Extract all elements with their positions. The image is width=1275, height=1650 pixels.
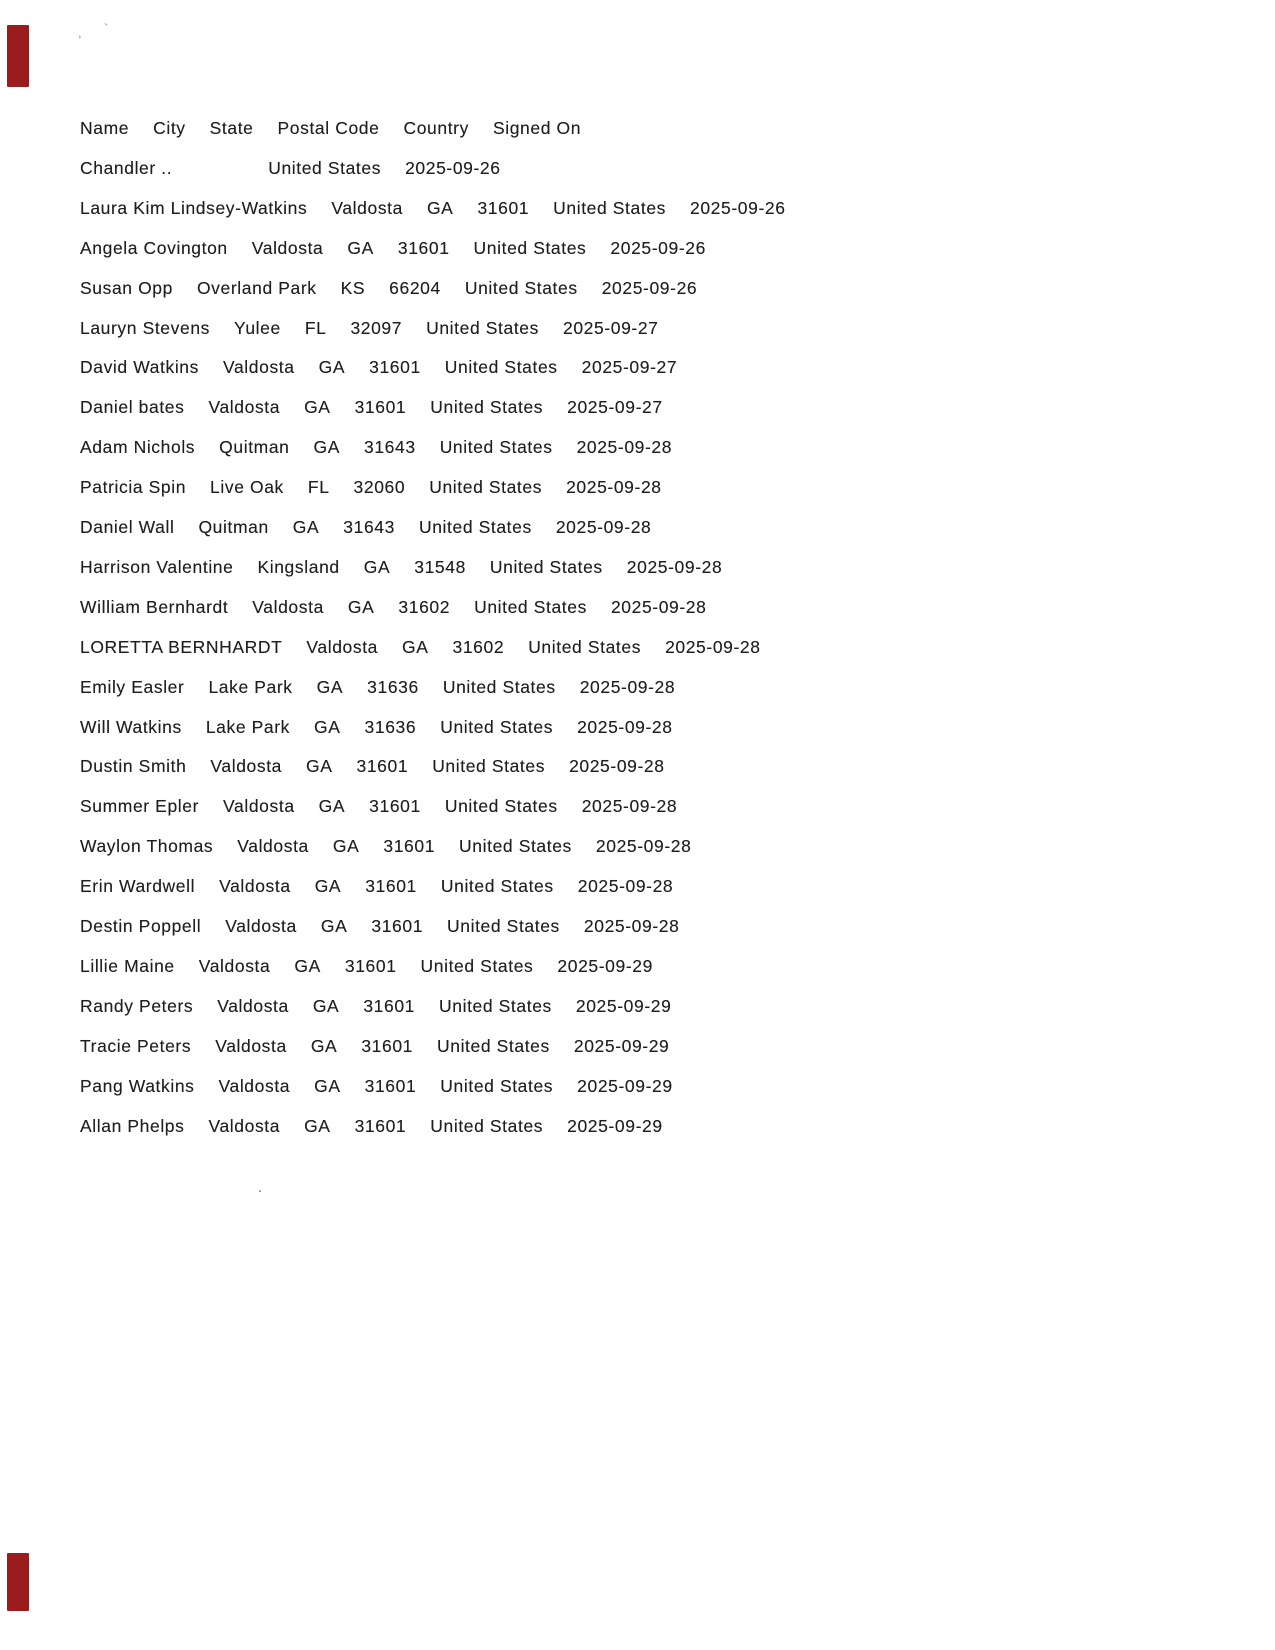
cell-name: Emily Easler (80, 676, 185, 697)
cell-name: Patricia Spin (80, 477, 187, 498)
red-ink-mark-bottom (7, 1553, 29, 1611)
cell-signed-on: 2025-09-27 (562, 317, 659, 338)
cell-postal: 31601 (356, 756, 409, 777)
cell-signed-on: 2025-09-27 (567, 397, 663, 418)
cell-country: United States (553, 197, 667, 218)
cell-state: GA (313, 437, 341, 458)
cell-signed-on: 2025-09-28 (566, 477, 662, 498)
cell-signed-on: 2025-09-29 (575, 995, 672, 1016)
cell-state: GA (314, 716, 341, 737)
cell-postal: 31643 (364, 437, 416, 458)
cell-city: Valdosta (225, 916, 297, 936)
cell-country: United States (447, 916, 560, 936)
cell-state: GA (304, 1115, 331, 1136)
cell-state: FL (304, 317, 327, 338)
cell-city: Valdosta (306, 636, 379, 657)
cell-country: United States (440, 716, 554, 737)
table-row (80, 717, 673, 737)
cell-postal: 31601 (369, 796, 421, 817)
table-row (80, 1076, 673, 1096)
cell-signed-on: 2025-09-26 (405, 157, 501, 178)
cell-signed-on: 2025-09-29 (577, 1075, 673, 1096)
table-row (80, 796, 677, 816)
cell-country: United States (489, 556, 603, 577)
cell-signed-on: 2025-09-27 (581, 357, 678, 378)
table-row (80, 956, 653, 976)
column-header-signed-on: Signed On (492, 118, 582, 138)
cell-signed-on: 2025-09-28 (626, 556, 723, 577)
cell-city: Valdosta (251, 237, 324, 258)
cell-country: United States (268, 157, 382, 178)
cell-name: Dustin Smith (80, 756, 187, 777)
cell-country: United States (473, 237, 587, 258)
cell-signed-on: 2025-09-28 (577, 876, 674, 897)
cell-signed-on: 2025-09-28 (577, 716, 673, 737)
table-row (80, 756, 665, 776)
cell-country: United States (474, 596, 587, 617)
cell-signed-on: 2025-09-28 (665, 636, 761, 657)
cell-name: Daniel bates (80, 397, 185, 418)
table-row (80, 996, 671, 1016)
cell-name: Chandler .. (80, 157, 173, 178)
cell-country: United States (444, 357, 558, 378)
cell-state: GA (426, 197, 454, 218)
cell-city: Quitman (219, 437, 290, 458)
column-header-state: State (209, 118, 254, 138)
cell-state: GA (294, 955, 321, 976)
cell-postal: 31601 (364, 1075, 417, 1096)
cell-state: GA (314, 1075, 341, 1096)
cell-city: Valdosta (218, 1075, 291, 1096)
cell-postal: 66204 (389, 277, 441, 298)
cell-city: Valdosta (223, 796, 295, 817)
cell-postal: 31601 (365, 876, 417, 897)
cell-name: Susan Opp (80, 277, 173, 298)
cell-name: Adam Nichols (80, 437, 196, 458)
cell-country: United States (440, 876, 554, 897)
cell-signed-on: 2025-09-28 (583, 916, 680, 936)
cell-state: GA (310, 1035, 338, 1056)
table-row (80, 597, 706, 617)
cell-city: Valdosta (215, 1035, 287, 1056)
stray-dot-mark: . (258, 1179, 263, 1196)
cell-name: Tracie Peters (80, 1035, 192, 1056)
cell-postal: 31601 (477, 197, 530, 218)
cell-signed-on: 2025-09-29 (567, 1115, 663, 1136)
table-row (80, 637, 761, 657)
cell-name: William Bernhardt (80, 596, 229, 617)
cell-name: Will Watkins (80, 716, 182, 737)
cell-name: Harrison Valentine (80, 556, 234, 577)
cell-city: Valdosta (208, 1115, 281, 1136)
cell-country: United States (432, 756, 546, 777)
cell-city: Valdosta (210, 756, 283, 777)
cell-name: Pang Watkins (80, 1075, 195, 1096)
cell-country: United States (440, 1075, 554, 1096)
table-row (80, 238, 706, 258)
cell-state: GA (312, 995, 340, 1016)
cell-country: United States (442, 676, 556, 697)
cell-state: GA (314, 876, 342, 897)
cell-city: Valdosta (252, 596, 324, 617)
column-header-city: City (153, 118, 186, 138)
cell-state: GA (402, 636, 429, 657)
cell-city: Live Oak (210, 477, 284, 498)
table-row (80, 876, 673, 896)
cell-signed-on: 2025-09-28 (569, 756, 665, 777)
table-row (80, 836, 691, 856)
table-row (80, 1036, 669, 1056)
table-header-row (80, 118, 581, 138)
cell-name: Laura Kim Lindsey-Watkins (80, 197, 308, 218)
cell-signed-on: 2025-09-28 (579, 676, 676, 697)
cell-city: Valdosta (331, 197, 403, 218)
table-row (80, 517, 651, 537)
cell-country: United States (444, 796, 558, 817)
cell-name: Angela Covington (80, 237, 228, 258)
scan-smudge: ` (104, 21, 109, 36)
cell-name: Summer Epler (80, 796, 200, 817)
cell-postal: 31601 (397, 237, 450, 258)
cell-postal: 31636 (367, 676, 419, 697)
cell-postal: 32060 (353, 477, 406, 498)
cell-name: Daniel Wall (80, 517, 175, 537)
cell-postal: 31601 (344, 955, 397, 976)
cell-postal: 31601 (361, 1035, 413, 1056)
cell-city: Valdosta (208, 397, 281, 418)
cell-state: FL (307, 477, 330, 498)
cell-postal: 31601 (363, 995, 416, 1016)
cell-name: Randy Peters (80, 995, 194, 1016)
cell-country: United States (459, 836, 572, 857)
cell-state: GA (347, 237, 374, 258)
cell-signed-on: 2025-09-26 (601, 277, 698, 298)
table-row (80, 1116, 663, 1136)
scan-smudge: , (78, 25, 82, 40)
cell-country: United States (439, 437, 553, 458)
cell-city: Yulee (234, 317, 281, 338)
cell-postal: 31602 (398, 596, 451, 617)
cell-state: KS (340, 277, 366, 298)
column-header-postal-code: Postal Code (277, 118, 380, 138)
cell-city: Valdosta (198, 955, 271, 976)
cell-city: Lake Park (208, 676, 293, 697)
cell-country: United States (418, 517, 532, 537)
cell-name: Waylon Thomas (80, 836, 214, 857)
cell-city: Kingsland (257, 556, 340, 577)
cell-postal: 31601 (354, 397, 407, 418)
cell-city: Quitman (198, 517, 269, 537)
cell-state: GA (304, 397, 331, 418)
cell-postal: 31548 (414, 556, 466, 577)
cell-country: United States (439, 995, 552, 1016)
cell-country: United States (426, 317, 539, 338)
cell-name: Lauryn Stevens (80, 317, 211, 338)
table-row (80, 318, 659, 338)
cell-postal: 31601 (371, 916, 424, 936)
cell-postal: 31601 (354, 1115, 407, 1136)
column-header-name: Name (80, 118, 130, 138)
cell-state: GA (318, 357, 346, 378)
table-row (80, 278, 697, 298)
cell-city: Valdosta (223, 357, 295, 378)
cell-signed-on: 2025-09-26 (690, 197, 786, 218)
cell-city: Valdosta (219, 876, 291, 897)
cell-state: GA (363, 556, 391, 577)
cell-name: David Watkins (80, 357, 199, 378)
cell-state: GA (316, 676, 344, 697)
cell-signed-on: 2025-09-28 (576, 437, 673, 458)
cell-signed-on: 2025-09-28 (581, 796, 678, 817)
table-row (80, 397, 663, 417)
table-row (80, 357, 677, 377)
cell-postal: 32097 (350, 317, 403, 338)
red-ink-mark-top (7, 25, 29, 87)
cell-country: United States (420, 955, 534, 976)
cell-state: GA (292, 517, 320, 537)
cell-country: United States (429, 477, 543, 498)
table-row (80, 158, 501, 178)
table-row (80, 437, 672, 457)
table-row (80, 557, 722, 577)
table-row (80, 677, 675, 697)
cell-postal: 31601 (383, 836, 436, 857)
cell-postal: 31636 (364, 716, 417, 737)
cell-signed-on: 2025-09-28 (610, 596, 707, 617)
cell-name: Erin Wardwell (80, 876, 196, 897)
cell-signed-on: 2025-09-28 (555, 517, 652, 537)
column-header-country: Country (403, 118, 469, 138)
table-row (80, 916, 679, 936)
cell-country: United States (464, 277, 578, 298)
cell-signed-on: 2025-09-28 (595, 836, 692, 857)
cell-state: GA (306, 756, 333, 777)
cell-postal: 31601 (369, 357, 421, 378)
cell-city: Lake Park (205, 716, 291, 737)
cell-country: United States (437, 1035, 550, 1056)
cell-city: Valdosta (217, 995, 289, 1016)
cell-state: GA (332, 836, 360, 857)
cell-signed-on: 2025-09-29 (557, 955, 653, 976)
cell-country: United States (430, 397, 544, 418)
cell-signed-on: 2025-09-26 (610, 237, 706, 258)
cell-city: Valdosta (237, 836, 309, 857)
cell-country: United States (430, 1115, 544, 1136)
cell-name: LORETTA BERNHARDT (80, 636, 283, 657)
cell-postal: 31643 (343, 517, 395, 537)
cell-city: Overland Park (196, 277, 317, 298)
cell-signed-on: 2025-09-29 (573, 1035, 670, 1056)
cell-name: Allan Phelps (80, 1115, 185, 1136)
table-row (80, 198, 786, 218)
cell-name: Lillie Maine (80, 955, 175, 976)
cell-state: GA (347, 596, 375, 617)
cell-state: GA (320, 916, 348, 936)
cell-postal: 31602 (452, 636, 505, 657)
cell-country: United States (528, 636, 642, 657)
cell-name: Destin Poppell (80, 916, 202, 936)
table-row (80, 477, 662, 497)
cell-state: GA (318, 796, 346, 817)
